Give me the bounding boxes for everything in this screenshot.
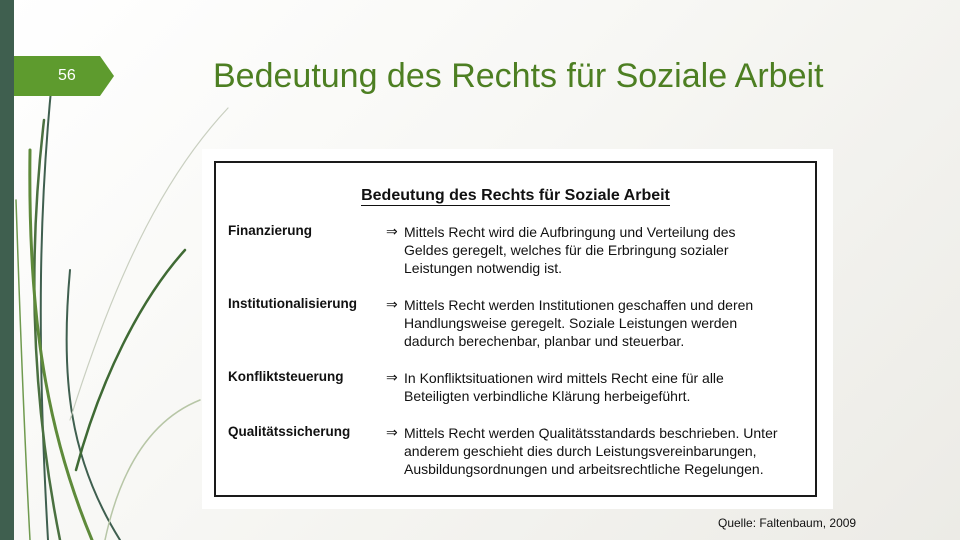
slide-title: Bedeutung des Rechts für Soziale Arbeit	[213, 57, 824, 95]
row-line: dadurch berechenbar, planbar und steuerbar.	[404, 333, 685, 349]
figure-title	[216, 187, 815, 205]
row-label: Institutionalisierung	[228, 296, 358, 311]
figure-image	[202, 149, 833, 509]
row-line: Geldes geregelt, welches für die Erbringung sozialer	[404, 242, 729, 258]
row-line: anderem geschieht dies durch Leistungsvereinbarungen,	[404, 443, 757, 459]
row-label: Qualitätssicherung	[228, 424, 351, 439]
arrow-icon: ⇒	[386, 369, 398, 385]
row-line: Leistungen notwendig ist.	[404, 260, 562, 276]
row-line: In Konfliktsituationen wird mittels Recht eine für alle	[404, 370, 724, 386]
row-line: Beteiligten verbindliche Klärung herbeigeführt.	[404, 388, 691, 404]
row-line: Ausbildungsordnungen und arbeitsrechtliche Regelungen.	[404, 461, 764, 477]
row-description	[404, 223, 804, 277]
row-line: Mittels Recht werden Qualitätsstandards beschrieben. Unter	[404, 425, 778, 441]
row-description	[404, 296, 804, 350]
row-line: Handlungsweise geregelt. Soziale Leistungen werden	[404, 315, 738, 331]
arrow-icon: ⇒	[386, 424, 398, 440]
slide-number: 56	[58, 67, 76, 84]
figure-title-text: Bedeutung des Rechts für Soziale Arbeit	[361, 187, 670, 204]
left-accent-bar	[0, 0, 14, 540]
row-label: Konfliktsteuerung	[228, 369, 344, 384]
row-description	[404, 424, 804, 478]
figure-box	[214, 161, 817, 497]
arrow-icon: ⇒	[386, 296, 398, 312]
row-line: Mittels Recht werden Institutionen geschaffen und deren	[404, 297, 754, 313]
row-line: Mittels Recht wird die Aufbringung und Verteilung des	[404, 224, 736, 240]
arrow-icon: ⇒	[386, 223, 398, 239]
row-label: Finanzierung	[228, 223, 312, 238]
row-description	[404, 369, 804, 405]
source-citation: Quelle: Faltenbaum, 2009	[718, 516, 857, 530]
